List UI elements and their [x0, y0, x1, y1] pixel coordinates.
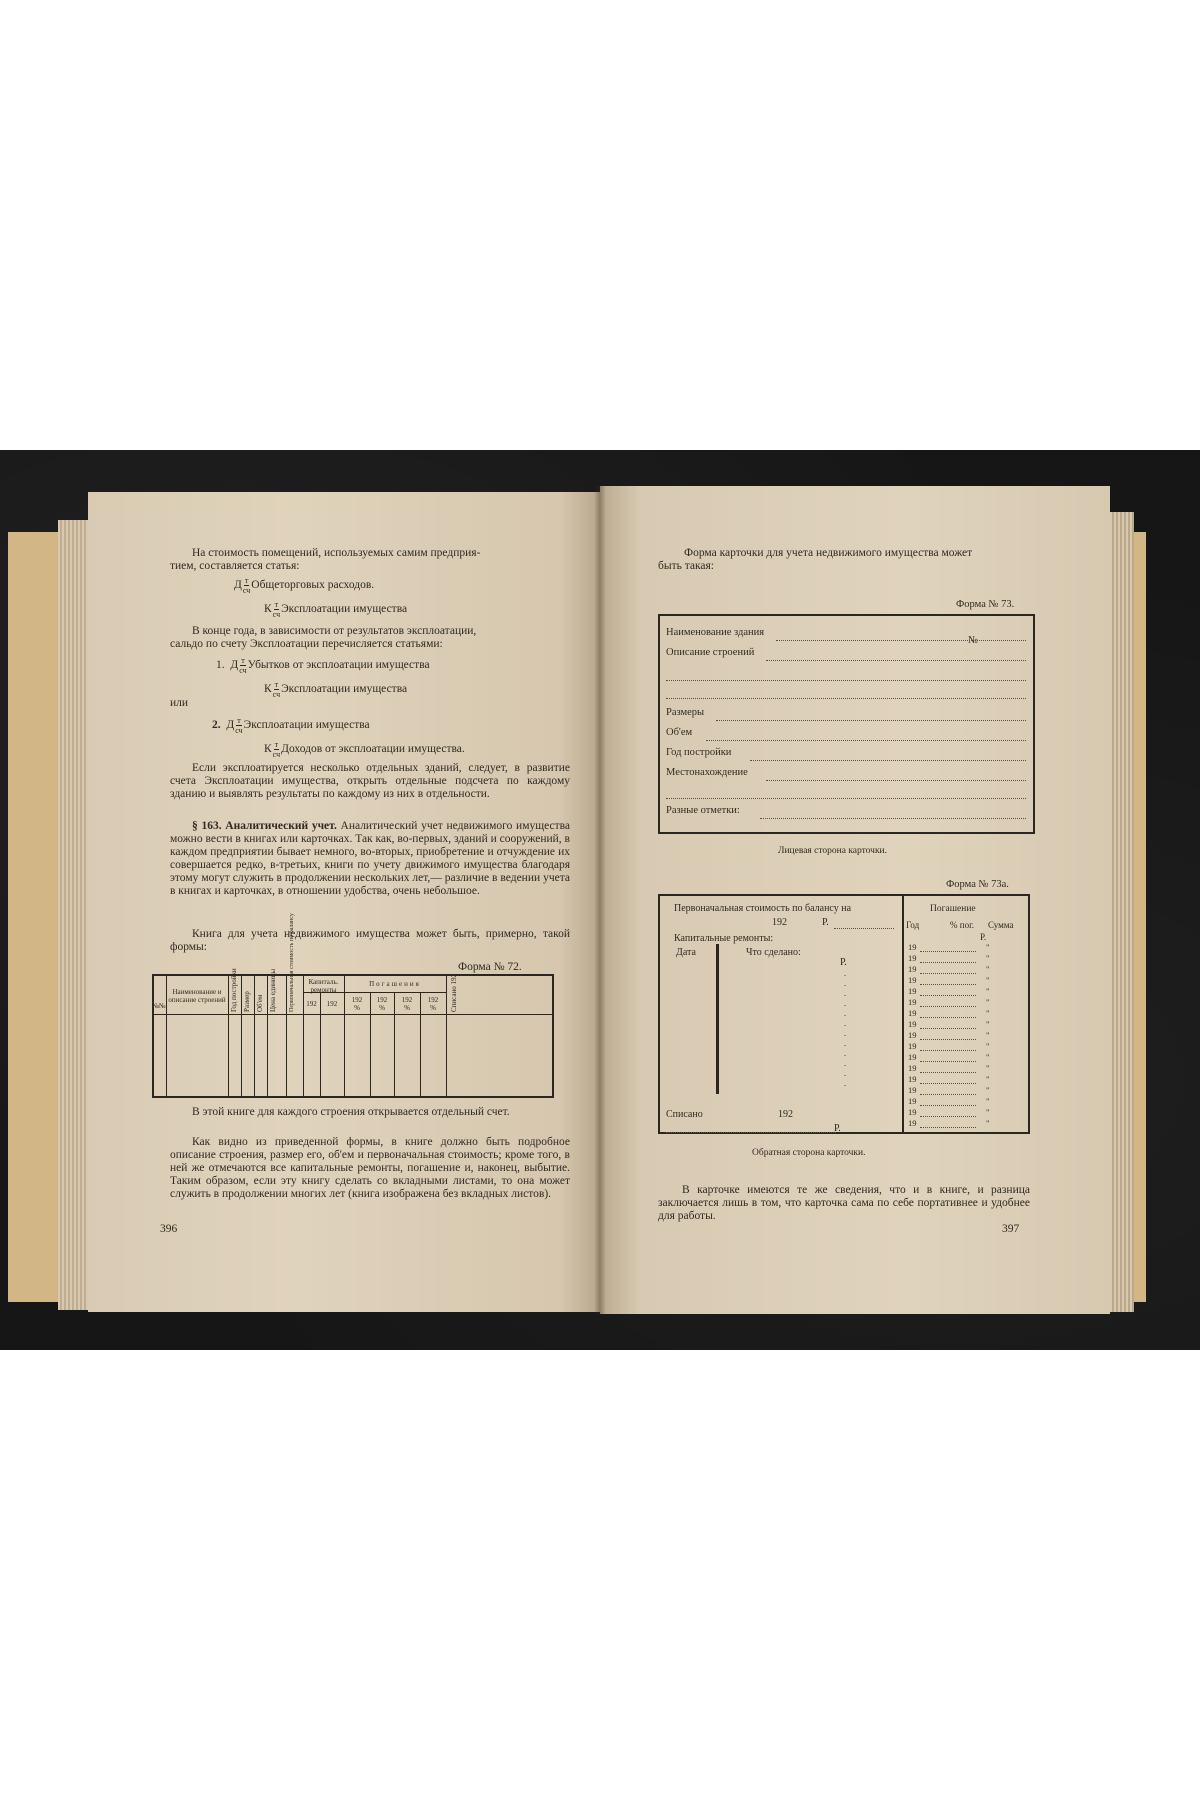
depreciation-row-ditto: ": [986, 1052, 990, 1062]
depreciation-row-ditto: ": [986, 1030, 990, 1040]
depreciation-rub: Р.: [980, 932, 987, 942]
intro-line-1: На стоимость помещений, используемых самим предприя-: [192, 547, 481, 559]
col-dep-1: 192 %: [351, 996, 363, 1012]
depreciation-row-year: 19: [908, 953, 917, 963]
depreciation-row-year: 19: [908, 1030, 917, 1040]
entry-1-credit: К $\frac{т}{сч}$ Эксплоатации имущества: [264, 600, 408, 619]
written-off-label: Списано: [666, 1109, 703, 1120]
page-number-397: 397: [1002, 1223, 1020, 1235]
after-form-para: В этой книге для каждого строения открывается отдельный счет.: [192, 1106, 510, 1118]
col-repair-192a: 192: [306, 1000, 317, 1008]
depreciation-row-ditto: ": [986, 1063, 990, 1073]
depreciation-row-ditto: ": [986, 975, 990, 985]
depreciation-row-year: 19: [908, 942, 917, 952]
field-year-built: Год постройки: [666, 747, 732, 758]
left-page: [88, 492, 600, 1312]
entry-1-debit: Д $\frac{т}{сч}$ Общеторговых расходов.: [234, 576, 375, 595]
col-repair-192b: 192: [326, 1000, 338, 1008]
col-dep-3: 192 %: [401, 996, 413, 1012]
page-number-396: 396: [160, 1223, 178, 1235]
depreciation-row-ditto: ": [986, 1118, 990, 1128]
depreciation-row-ditto: ": [986, 964, 990, 974]
section-163: § 163. Аналитический учет. Аналитический учет недвижимого имущества можно вести в книгах или карточках. Так как, во-первых, зданий и сооружений, в каждом предприятии бывает немного, во-вторых, приобретение и отчуждение их совершается редко, в-третьих, книги по учету движимого имущества благодаря этому могут служить в продолжении нескольких лет,— различие в ведении учета в книгах и карточках, в отношении удобства, очень небольшое.: [170, 820, 570, 897]
depreciation-row-ditto: ": [986, 986, 990, 996]
col-name: Наименование и описание строений: [168, 988, 226, 1004]
depreciation-label: Погашение: [930, 904, 976, 914]
depreciation-row-ditto: ": [986, 942, 990, 952]
field-volume: Об'ем: [666, 727, 693, 738]
field-location: Местонахождение: [666, 767, 748, 778]
depreciation-row-year: 19: [908, 1052, 917, 1062]
date-col: Дата: [676, 947, 696, 958]
capital-repairs-label: Капитальные ремонты:: [674, 933, 774, 944]
depreciation-row-ditto: ": [986, 1074, 990, 1084]
depreciation-row-ditto: ": [986, 953, 990, 963]
intro-line-2: тием, составляется статья:: [170, 560, 300, 572]
book-gutter: [594, 486, 606, 1314]
depreciation-row-year: 19: [908, 1074, 917, 1084]
col-year: Год постройки: [230, 968, 238, 1012]
right-page: Форма карточки для учета недвижимого имущества может быть такая: Форма № 73. Наименование здания № Описание строений Размеры Об'ем Год постройки Местонахождение Разные отметки: Лицевая сторона карточки. Форма № 73а. Первоначальная стоимость по балансу на 192 Р. Капитальные ремонты: Дата Что сделано: Р. . . . . . . . . . . . . Списано 192 Р. Погашение Год % пог. Сумма Р. 19 " 19 " 19 " 19 " 19 " 19 " 19 " 19 " 19 " 19 " 19 " 19 " 19 " 19 " 19 " 19 " 19 " Обратная сторона карточки. В карточке имеются те же сведения, что и в книге, и разница заключается лишь в том, что карточка сама по себе портативнее и удобнее для работы. 397: [600, 486, 1110, 1314]
item-2-debit: 2. Д $\frac{т}{сч}$ Эксплоатации имущества: [212, 716, 370, 735]
several-buildings-para: Если эксплоатируется несколько отдельных зданий, следует, в развитие счета Эксплоатации имущества, открыть отдельные подсчета по каждому зданию и выявлять результаты по каждому из них в отдельности.: [170, 762, 570, 800]
or-word: или: [170, 697, 189, 709]
field-notes: Разные отметки:: [666, 805, 740, 816]
initial-cost-rub: Р.: [822, 917, 829, 928]
col-dep-4: 192 %: [427, 996, 439, 1012]
col-pct-label: % пог.: [950, 920, 974, 930]
depreciation-row-ditto: ": [986, 1107, 990, 1117]
depreciation-row-year: 19: [908, 1041, 917, 1051]
written-off-year: 192: [778, 1109, 793, 1120]
closing-para-left: Как видно из приведенной формы, в книге должно быть подробное описание строения, размер его, об'ем и первоначальная стоимость; кроме того, в ней же отмечаются все капитальные ремонты, погашение и, наконец, выбытие. Таким образом, если эту книгу сделать со вкладными листами, то она может служить в продолжении многих лет (книга изображена без вкладных листов).: [170, 1136, 570, 1200]
year-end-line-1: В конце года, в зависимости от результатов эксплоатации,: [192, 625, 477, 637]
field-description: Описание строений: [666, 647, 755, 658]
book-form-para: Книга для учета недвижимого имущества может быть, примерно, такой формы:: [170, 928, 570, 953]
right-intro-line-2: быть такая:: [658, 560, 714, 572]
book-photo: [0, 450, 1200, 1350]
col-first-cost: Первоначальная стоимость по балансу: [289, 913, 295, 1012]
depreciation-row-ditto: ": [986, 1019, 990, 1029]
front-caption: Лицевая сторона карточки.: [778, 846, 888, 856]
item-1-credit: К $\frac{т}{сч}$ Эксплоатации имущества: [264, 680, 408, 699]
depreciation-row-year: 19: [908, 1063, 917, 1073]
col-num: №№: [152, 1002, 166, 1010]
field-building-name: Наименование здания: [666, 627, 765, 638]
depreciation-row-year: 19: [908, 1019, 917, 1029]
initial-cost-label: Первоначальная стоимость по балансу на: [674, 903, 852, 914]
depreciation-row-year: 19: [908, 964, 917, 974]
col-dep-2: 192 %: [376, 996, 388, 1012]
col-year-label: Год: [906, 920, 920, 930]
depreciation-row-ditto: ": [986, 1008, 990, 1018]
depreciation-row-year: 19: [908, 1107, 917, 1117]
depreciation-row-year: 19: [908, 997, 917, 1007]
depreciation-row-year: 19: [908, 1085, 917, 1095]
item-1-debit: 1. Д $\frac{т}{сч}$ Убытков от эксплоатации имущества: [216, 656, 430, 675]
depreciation-row-ditto: ": [986, 1096, 990, 1106]
back-caption: Обратная сторона карточки.: [752, 1148, 866, 1158]
item-2-credit: К $\frac{т}{сч}$ Доходов от эксплоатации имущества.: [264, 740, 465, 759]
depreciation-row-year: 19: [908, 1118, 917, 1128]
depreciation-row-ditto: ": [986, 1085, 990, 1095]
depreciation-row-year: 19: [908, 986, 917, 996]
number-sign: №: [968, 635, 979, 646]
depreciation-row-year: 19: [908, 1096, 917, 1106]
field-dimensions: Размеры: [666, 707, 705, 718]
initial-cost-year: 192: [772, 917, 787, 928]
col-written-off: Списано 192: [450, 974, 458, 1012]
repairs-rub: Р.: [840, 957, 847, 968]
col-unit-price: Цена единицы: [269, 968, 277, 1012]
depreciation-row-year: 19: [908, 975, 917, 985]
depreciation-row-ditto: ": [986, 1041, 990, 1051]
col-capital-repairs: Капиталь. ремонты: [308, 978, 339, 994]
col-size: Размер: [243, 991, 251, 1012]
what-done-col: Что сделано:: [746, 947, 801, 958]
col-depreciation: Погашения: [369, 980, 421, 988]
written-off-rub: Р.: [834, 1123, 841, 1134]
col-sum-label: Сумма: [988, 920, 1014, 930]
form-72-header-divider: [152, 1014, 554, 1015]
form-72-label: Форма № 72.: [458, 961, 522, 973]
depreciation-row-ditto: ": [986, 997, 990, 1007]
form-73a-label: Форма № 73а.: [946, 879, 1009, 890]
closing-para-right: В карточке имеются те же сведения, что и в книге, и разница заключается лишь в том, что карточка сама по себе портативнее и удобнее для работы.: [658, 1184, 1030, 1222]
form-73-label: Форма № 73.: [956, 599, 1015, 610]
year-end-line-2: сальдо по счету Эксплоатации перечисляется статьями:: [170, 638, 443, 650]
depreciation-row-year: 19: [908, 1008, 917, 1018]
col-volume: Об'ем: [256, 994, 264, 1012]
right-intro-line-1: Форма карточки для учета недвижимого имущества может: [684, 547, 973, 559]
